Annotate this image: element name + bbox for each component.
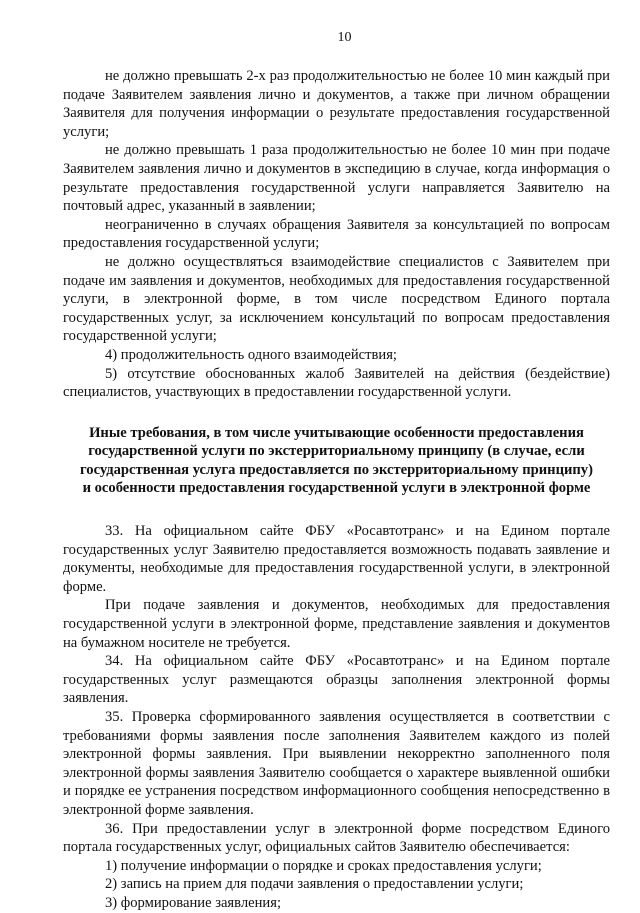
section-heading-line-3: государственная услуга предоставляется по экстерриториальному принципу) <box>80 461 593 478</box>
section-heading-line-1: Иные требования, в том числе учитывающие особенности предоставления <box>89 424 584 441</box>
paragraph-no-interaction-electronic: не должно осуществляться взаимодействие специалистов с Заявителем при подаче им заявления и документов, необходимых для предоставления государственной услуги, в электронной форме, в том числе посредством Единого портала государственных услуг, за исключением консультаций по вопросам предоставления государственной услуги; <box>63 253 610 345</box>
paragraph-item-5: 5) отсутствие обоснованных жалоб Заявителей на действия (бездействие) специалистов, участвующих в предоставлении государственной услуги. <box>63 365 610 401</box>
section-heading-line-4: и особенности предоставления государственной услуги в электронной форме <box>82 480 591 497</box>
paragraph-35: 35. Проверка сформированного заявления осуществляется в соответствии с требованиями формы заявления после заполнения Заявителем каждого из полей электронной формы заявления. При выявлении некорректно заполненного поля электронной формы заявления Заявителю сообщается о характере выявленной ошибки и порядке ее устранения посредством информационного сообщения непосредственно в электронной форме заявления. <box>63 709 610 818</box>
section-heading <box>63 424 610 498</box>
paragraph-34: 34. На официальном сайте ФБУ «Росавтотранс» и на Едином портале государственных услуг размещаются образцы заполнения электронной формы заявления. <box>63 653 610 707</box>
page-number: 10 <box>337 30 352 45</box>
paragraph-33: 33. На официальном сайте ФБУ «Росавтотранс» и на Едином портале государственных услуг Заявителю предоставляется возможность подавать заявление и документы, необходимые для предоставления государственной услуги, в электронной форме. <box>63 523 610 595</box>
paragraph-36-item-1: 1) получение информации о порядке и сроках предоставления услуги; <box>105 857 542 874</box>
paragraph-unlimited-consultation: неограниченно в случаях обращения Заявителя за консультацией по вопросам предоставления государственной услуги; <box>63 216 610 252</box>
paragraph-visit-limit-personal: не должно превышать 2-х раз продолжительностью не более 10 мин каждый при подаче Заявителем заявления лично и документов, а также при личном обращении Заявителя для получения информации о результате предоставления государственной услуги; <box>63 68 610 140</box>
paragraph-36: 36. При предоставлении услуг в электронной форме посредством Единого портала государственных услуг, официальных сайтов Заявителю обеспечивается: <box>63 820 610 856</box>
paragraph-36-item-3: 3) формирование заявления; <box>105 894 281 911</box>
paragraph-item-4: 4) продолжительность одного взаимодействия; <box>105 346 397 363</box>
section-heading-line-2: государственной услуги по экстерриториальному принципу (в случае, если <box>88 443 585 460</box>
paragraph-36-item-2: 2) запись на прием для подачи заявления о предоставлении услуги; <box>105 876 524 893</box>
paragraph-visit-limit-expedition: не должно превышать 1 раза продолжительностью не более 10 мин при подаче Заявителем заявления лично и документов в экспедицию в случае, когда информация о результате предоставления государственной услуги направляется Заявителю на почтовый адрес, указанный в заявлении; <box>63 142 610 215</box>
paragraph-33-continued: При подаче заявления и документов, необходимых для предоставления государственной услуги в электронной форме, представление заявления и документов на бумажном носителе не требуется. <box>63 597 610 651</box>
